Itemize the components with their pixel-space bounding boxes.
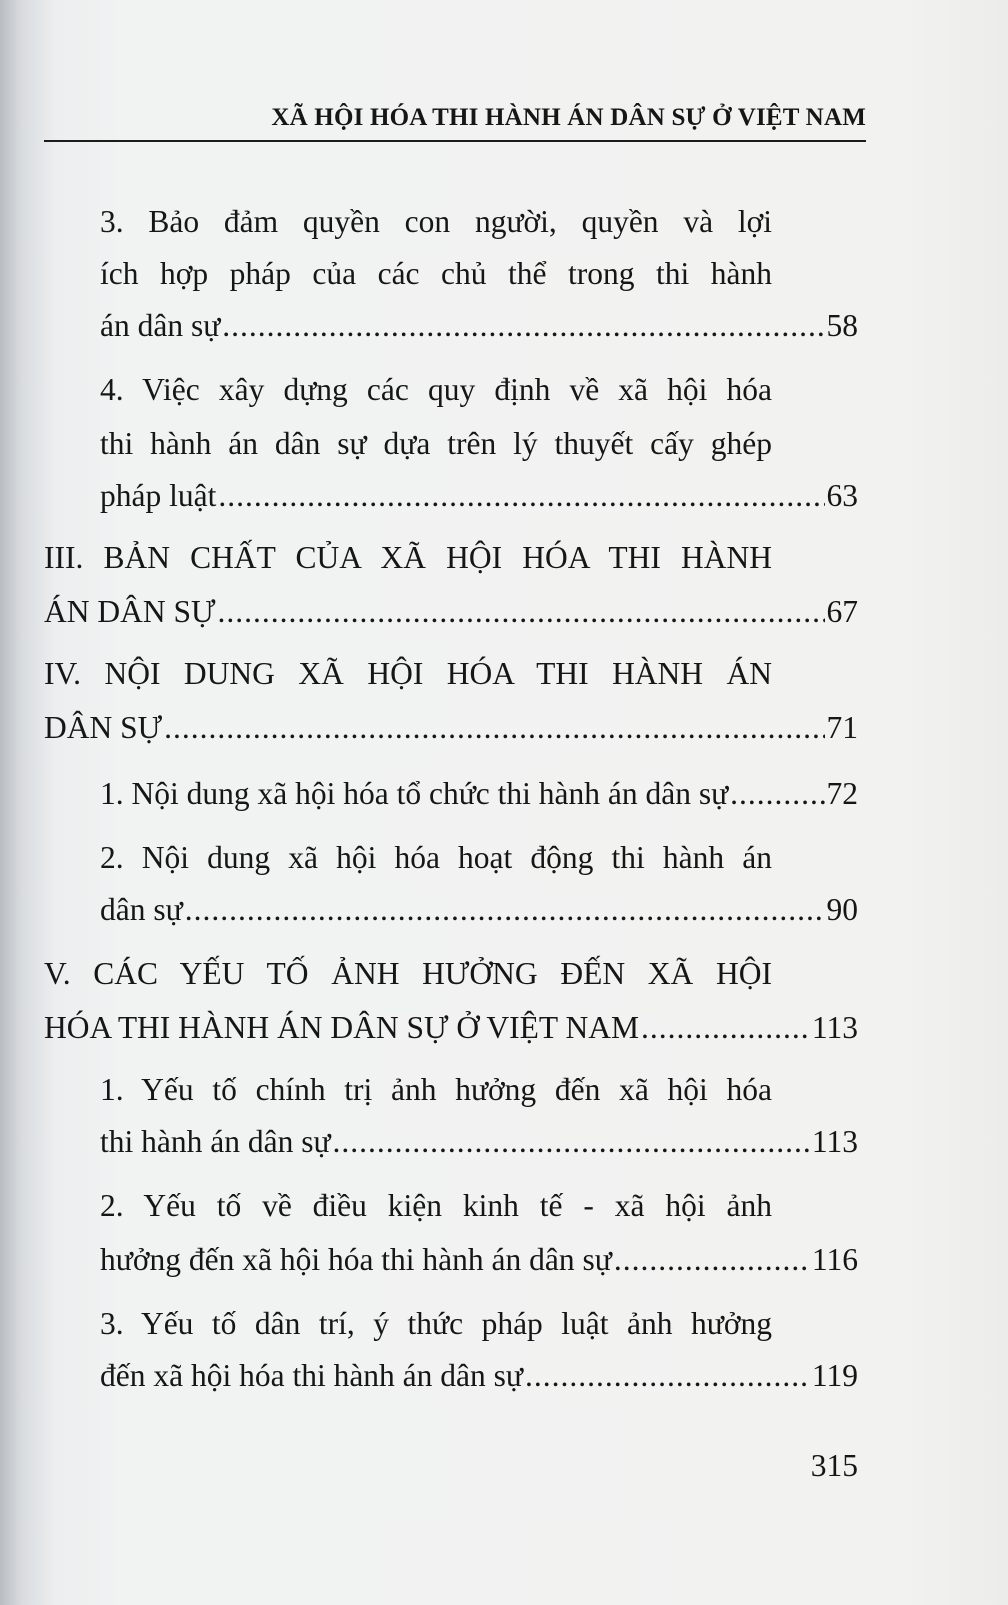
toc-entry-last-line: dân sự ..... 90 — [100, 886, 858, 934]
dot-leader — [730, 770, 824, 818]
dot-leader — [218, 472, 824, 520]
toc-entry-last-line: thi hành án dân sự ..... 113 — [100, 1118, 858, 1166]
toc-entry-text-line: 3. Yếu tố dân trí, ý thức pháp luật ảnh hưởng — [100, 1306, 772, 1341]
toc-section-heading-line: V. CÁC YẾU TỐ ẢNH HƯỞNG ĐẾN XÃ HỘI — [44, 956, 772, 991]
dot-leader — [222, 302, 824, 350]
toc-entry-text-line: 4. Việc xây dựng các quy định về xã hội hóa — [100, 372, 772, 407]
toc-section-heading-line: IV. NỘI DUNG XÃ HỘI HÓA THI HÀNH ÁN — [44, 656, 772, 691]
dot-leader — [614, 1236, 810, 1284]
dot-leader — [217, 588, 824, 636]
toc-entry-last-line: 1. Nội dung xã hội hóa tổ chức thi hành án dân sự ..... 72 — [100, 770, 858, 818]
toc-page-number: 71 — [826, 710, 858, 745]
toc-entry-last-line: ÁN DÂN SỰ ..... 67 — [44, 588, 858, 636]
toc-page-number: 72 — [826, 776, 858, 811]
toc-entry-text-line: thi hành án dân sự dựa trên lý thuyết cấy ghép — [100, 426, 772, 461]
running-header: XÃ HỘI HÓA THI HÀNH ÁN DÂN SỰ Ở VIỆT NAM — [271, 104, 866, 131]
dot-leader — [185, 886, 825, 934]
toc-entry-last-line: DÂN SỰ ..... 71 — [44, 704, 858, 752]
toc-page-number: 63 — [826, 478, 858, 513]
toc-page-number: 116 — [811, 1242, 858, 1277]
toc-entry-last-line: đến xã hội hóa thi hành án dân sự ..... 119 — [100, 1352, 858, 1400]
dot-leader — [333, 1118, 810, 1166]
dot-leader — [525, 1352, 810, 1400]
toc-page-number: 113 — [811, 1124, 858, 1159]
toc-page-number: 90 — [826, 892, 858, 927]
toc-page-number: 58 — [826, 308, 858, 343]
toc-page-number: 119 — [811, 1358, 858, 1393]
toc-entry-text-line: 3. Bảo đảm quyền con người, quyền và lợi — [100, 204, 772, 239]
page-number: 315 — [810, 1448, 858, 1483]
toc-entry-last-line: HÓA THI HÀNH ÁN DÂN SỰ Ở VIỆT NAM ..... 113 — [44, 1004, 858, 1052]
toc-entry-text-line: 1. Yếu tố chính trị ảnh hưởng đến xã hội hóa — [100, 1072, 772, 1107]
toc-entry-last-line: pháp luật ..... 63 — [100, 472, 858, 520]
dot-leader — [641, 1004, 810, 1052]
toc-entry-text-line: 2. Yếu tố về điều kiện kinh tế - xã hội ảnh — [100, 1188, 772, 1223]
toc-entry-last-line: hưởng đến xã hội hóa thi hành án dân sự ..... 116 — [100, 1236, 858, 1284]
toc-page-number: 67 — [826, 594, 858, 629]
toc-page-number: 113 — [811, 1010, 858, 1045]
toc-entry-last-line: án dân sự ..... 58 — [100, 302, 858, 350]
toc-entry-text-line: ích hợp pháp của các chủ thể trong thi hành — [100, 256, 772, 291]
dot-leader — [164, 704, 824, 752]
toc-section-heading-line: III. BẢN CHẤT CỦA XÃ HỘI HÓA THI HÀNH — [44, 540, 772, 575]
toc-entry-text-line: 2. Nội dung xã hội hóa hoạt động thi hành án — [100, 840, 772, 875]
